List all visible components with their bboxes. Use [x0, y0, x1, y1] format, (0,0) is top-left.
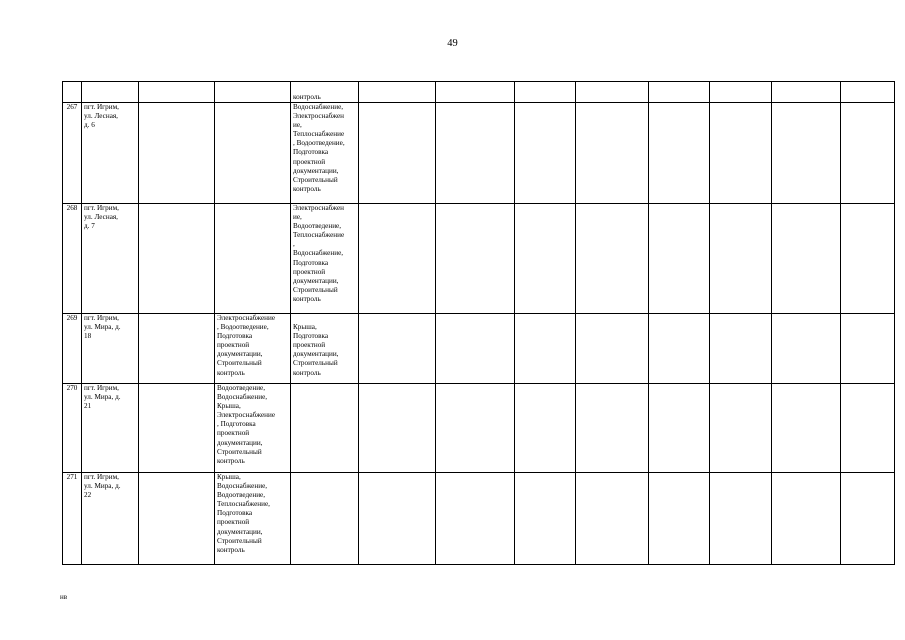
- works-text: Крыша, Подготовка проектной документации, Строительный контроль: [293, 323, 339, 377]
- table-cell: [359, 314, 436, 384]
- table-row: [63, 103, 895, 204]
- works-cell-b: [291, 82, 359, 103]
- number-cell: 270: [63, 384, 82, 473]
- works-text: Электроснабжение , Водоотведение, Подготовка проектной документации, Строительный контроль: [217, 314, 276, 377]
- address-text: пгт. Игрим, ул. Лесная, д. 6: [84, 103, 119, 130]
- table-cell: [710, 314, 772, 384]
- table-cell: [841, 473, 895, 565]
- address-text: пгт. Игрим, ул. Лесная, д. 7: [84, 204, 119, 231]
- table-cell: [139, 82, 215, 103]
- table-row: [63, 314, 895, 384]
- table-cell: [772, 204, 841, 314]
- works-cell-a: [215, 314, 291, 384]
- table-cell: [841, 204, 895, 314]
- table-cell: [649, 384, 710, 473]
- table-row: [63, 204, 895, 314]
- table-cell: [710, 204, 772, 314]
- table-row: [63, 384, 895, 473]
- number-cell: 268: [63, 204, 82, 314]
- page-number: 49: [447, 38, 458, 49]
- register-table: [62, 81, 895, 565]
- cell-text: контроль: [293, 92, 321, 101]
- works-cell-b: [291, 314, 359, 384]
- address-cell: [82, 314, 139, 384]
- table-cell: [436, 314, 515, 384]
- table-cell: [436, 384, 515, 473]
- table-cell: [710, 103, 772, 204]
- table-cell: [576, 204, 649, 314]
- table-cell: [515, 103, 576, 204]
- table-cell: [139, 103, 215, 204]
- works-cell-b: [291, 384, 359, 473]
- table-cell: [772, 384, 841, 473]
- table-cell: [841, 384, 895, 473]
- table-cell: [515, 314, 576, 384]
- table-cell: [772, 82, 841, 103]
- table-cell: [649, 314, 710, 384]
- table-cell: [359, 103, 436, 204]
- table-cell: [576, 384, 649, 473]
- works-cell-b: [291, 103, 359, 204]
- table-cell: [576, 103, 649, 204]
- table-cell: [841, 314, 895, 384]
- address-text: пгт. Игрим, ул. Мира, д. 22: [84, 473, 121, 500]
- table-cell: [139, 473, 215, 565]
- table-cell: [710, 82, 772, 103]
- table-cell: [515, 384, 576, 473]
- number-cell: 269: [63, 314, 82, 384]
- works-text: Электроснабжен ие, Водоотведение, Теплоснабжение , Водоснабжение, Подготовка проектной документации, Строительный контроль: [293, 204, 345, 303]
- works-text: Крыша, Водоснабжение, Водоотведение, Теплоснабжение, Подготовка проектной документации, Строительный контроль: [217, 473, 270, 554]
- table-cell: [359, 204, 436, 314]
- table-cell: [515, 82, 576, 103]
- works-cell-a: [215, 384, 291, 473]
- number-cell: 271: [63, 473, 82, 565]
- address-cell: [82, 204, 139, 314]
- address-cell: [82, 103, 139, 204]
- table-cell: [139, 384, 215, 473]
- works-cell-a: [215, 473, 291, 565]
- table-cell: [139, 314, 215, 384]
- address-cell: [82, 384, 139, 473]
- table-cell: [436, 473, 515, 565]
- table-cell: [649, 103, 710, 204]
- works-cell-b: [291, 204, 359, 314]
- works-cell-a: [215, 82, 291, 103]
- table-cell: [710, 384, 772, 473]
- works-text: Водоснабжение, Электроснабжен ие, Теплоснабжение , Водоотведение, Подготовка проектной документации, Строительный контроль: [293, 103, 345, 193]
- address-cell: [82, 473, 139, 565]
- address-text: пгт. Игрим, ул. Мира, д. 18: [84, 314, 121, 341]
- table-cell: [576, 314, 649, 384]
- table-cell: [841, 82, 895, 103]
- table-cell: [649, 473, 710, 565]
- table-row: [63, 473, 895, 565]
- table-cell: [436, 103, 515, 204]
- table-cell: [359, 82, 436, 103]
- table-cell: [436, 82, 515, 103]
- address-cell: [82, 82, 139, 103]
- table-cell: [710, 473, 772, 565]
- table-cell: [139, 204, 215, 314]
- table-cell: [515, 204, 576, 314]
- number-cell: [63, 82, 82, 103]
- table-cell: [772, 473, 841, 565]
- table-cell: [772, 103, 841, 204]
- table-cell: [772, 314, 841, 384]
- footer-mark: нв: [60, 593, 68, 601]
- address-text: пгт. Игрим, ул. Мира, д. 21: [84, 384, 121, 411]
- number-cell: 267: [63, 103, 82, 204]
- table-cell: [576, 82, 649, 103]
- table-cell: [576, 473, 649, 565]
- table-cell: [841, 103, 895, 204]
- works-text: Водоотведение, Водоснабжение, Крыша, Электроснабжение , Подготовка проектной документации, Строительный контроль: [217, 384, 276, 465]
- table-cell: [515, 473, 576, 565]
- table-cell: [359, 473, 436, 565]
- works-cell-a: [215, 103, 291, 204]
- table-row: [63, 82, 895, 103]
- table-cell: [649, 82, 710, 103]
- table-cell: [359, 384, 436, 473]
- works-cell-b: [291, 473, 359, 565]
- works-cell-a: [215, 204, 291, 314]
- table-cell: [649, 204, 710, 314]
- table-cell: [436, 204, 515, 314]
